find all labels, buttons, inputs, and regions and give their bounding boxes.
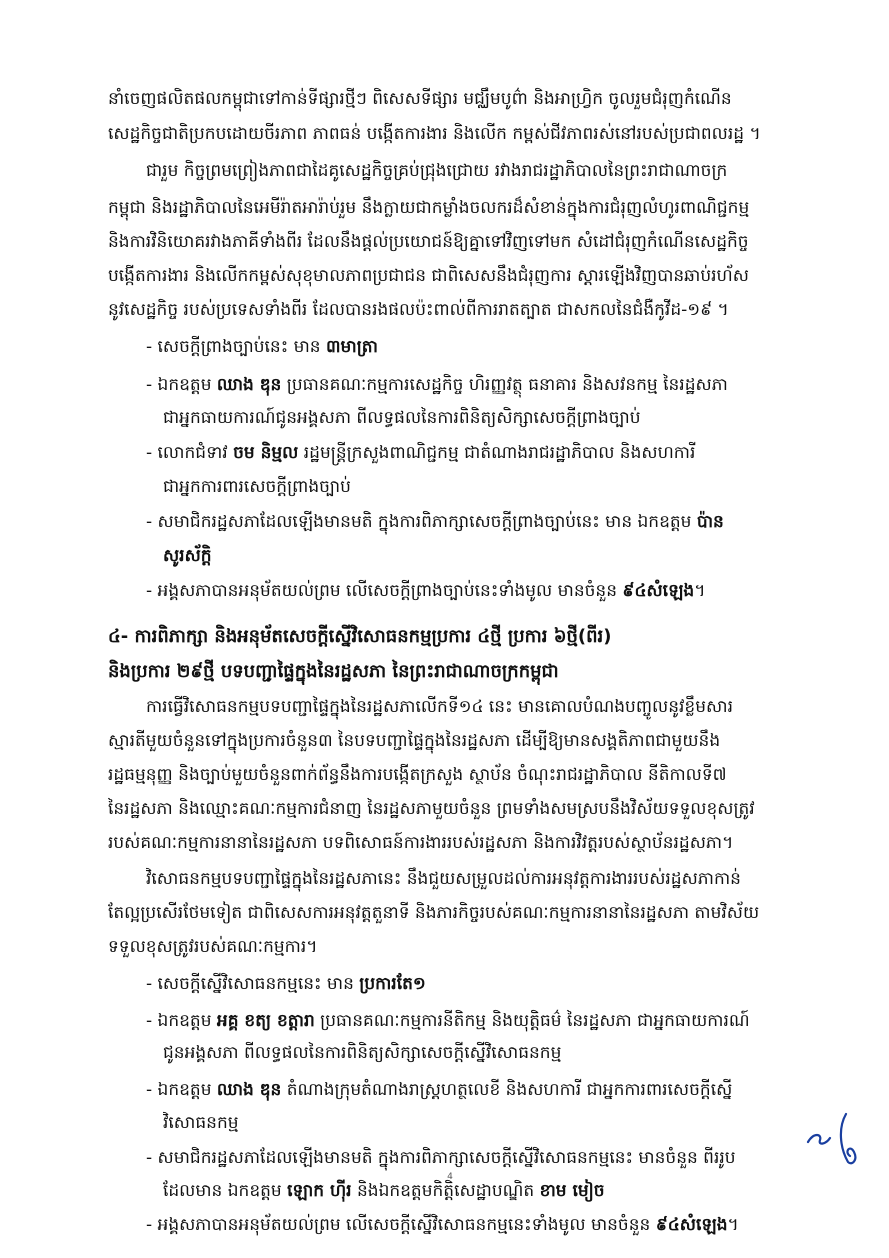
bullet-speakers: - សមាជិករដ្ឋសភាដែលឡើងមានមតិ ក្នុងការពិភាក្សាសេចក្តីព្រាងច្បាប់នេះ មាន ឯកឧត្តម ប៉ាន	[146, 512, 724, 532]
bullet-defender: - ឯកឧត្តម ឈាង ឌុន តំណាងក្រុមតំណាងរាស្ត្រហត្ថលេខី និងសហការី ជាអ្នកការពារសេចក្តីស្នើ	[146, 1080, 733, 1100]
paragraph-line: នូវសេដ្ឋកិច្ច របស់ប្រទេសទាំងពីរ ដែលបានរងផលប៉ះពាល់ពីការរាតត្បាត ជាសកលនៃជំងឺកូវីដ-១៩ ។	[108, 300, 729, 320]
bullet-rapporteur: - ឯកឧត្តម អគ្គ ខត្យ ខត្តារា ប្រធានគណៈកម្មការនីតិកម្ម និងយុត្តិធម៌ នៃរដ្ឋសភា ជាអ្នកធាយការណ៍	[146, 1011, 750, 1031]
paragraph-line: ទទួលខុសត្រូវរបស់គណៈកម្មការ។	[108, 937, 318, 957]
paragraph-line: ស្មារតីមួយចំនួនទៅក្នុងប្រការចំនួន៣ នៃបទបញ្ជាផ្ទៃក្នុងនៃរដ្ឋសភា ដើម្បីឱ្យមានសង្គតិភាពជាមួយនឹង	[108, 731, 721, 751]
paragraph-line: តែល្អប្រសើរថែមទៀត ជាពិសេសការអនុវត្តតួនាទី និងភារកិច្ចរបស់គណៈកម្មការនានានៃរដ្ឋសភា តាមវិស័យ	[108, 903, 760, 923]
bullet-continuation: ដែលមាន ឯកឧត្តម ឡោក ហ៊ីរ និងឯកឧត្តមកិត្តិសេដ្ឋាបណ្ឌិត ខាម មៀច	[163, 1181, 605, 1201]
paragraph-line: វិសោធនកម្មបទបញ្ជាផ្ទៃក្នុងនៃរដ្ឋសភានេះ នឹងជួយសម្រួលដល់ការអនុវត្តការងាររបស់រដ្ឋសភាកាន់	[146, 869, 741, 889]
initials-signature-icon	[804, 1108, 866, 1170]
paragraph-line: ការធ្វើវិសោធនកម្មបទបញ្ជាផ្ទៃក្នុងនៃរដ្ឋសភាលើកទី១៤ នេះ មានគោលបំណងបញ្ចូលនូវខ្លឹមសារ	[146, 697, 733, 717]
bullet-continuation: ជាអ្នកការពារសេចក្តីព្រាងច្បាប់	[163, 477, 351, 497]
bullet-government-rep: - លោកជំទាវ ចម និម្មល រដ្ឋមន្ត្រីក្រសួងពាណិជ្ជកម្ម ជាតំណាងរាជរដ្ឋាភិបាល និងសហការី	[146, 443, 696, 463]
bullet-continuation: វិសោធនកម្ម	[163, 1113, 239, 1133]
bullet-vote-result: - អង្គសភាបានអនុម័តយល់ព្រម លើសេចក្តីស្នើវិសោធនកម្មនេះទាំងមូល មានចំនួន ៩៤សំឡេង។	[146, 1215, 739, 1235]
paragraph-line: និងការវិនិយោគរវាងភាគីទាំងពីរ ដែលនឹងផ្តល់ប្រយោជន៍ឱ្យគ្នាទៅវិញទៅមក សំដៅជំរុញកំណើនសេដ្ឋកិច្ច	[108, 232, 749, 252]
section-heading: និងប្រការ ២៩ថ្មី បទបញ្ជាផ្ទៃក្នុងនៃរដ្ឋសភា នៃព្រះរាជាណាចក្រកម្ពុជា	[108, 661, 559, 682]
paragraph-line: រដ្ឋធម្មនុញ្ញ និងច្បាប់មួយចំនួនពាក់ព័ន្ធនឹងការបង្កើតក្រសួង ស្ថាប័ន ចំណុះរាជរដ្ឋាភិបាល នីតិកាលទី៧	[108, 765, 727, 785]
paragraph-line: របស់គណៈកម្មការនានានៃរដ្ឋសភា បទពិសោធន៍ការងាររបស់រដ្ឋសភា និងការវិវត្តរបស់ស្ថាប័នរដ្ឋសភា។	[108, 833, 734, 853]
bullet-continuation: សូរស័ក្តិ	[163, 546, 212, 566]
bullet-article-count: - សេចក្តីស្នើវិសោធនកម្មនេះ មាន ប្រការតែ១	[146, 974, 426, 994]
bullet-continuation: ជាអ្នកធាយការណ៍ជូនអង្គសភា ពីលទ្ធផលនៃការពិនិត្យសិក្សាសេចក្តីព្រាងច្បាប់	[163, 408, 641, 428]
bullet-article-count: - សេចក្តីព្រាងច្បាប់នេះ មាន ៣មាត្រា	[146, 337, 378, 357]
bullet-vote-result: - អង្គសភាបានអនុម័តយល់ព្រម លើសេចក្តីព្រាងច្បាប់នេះទាំងមូល មានចំនួន ៩៤សំឡេង។	[146, 581, 706, 601]
paragraph-line: នៃរដ្ឋសភា និងឈ្មោះគណៈកម្មការជំនាញ នៃរដ្ឋសភាមួយចំនួន ព្រមទាំងសមស្របនឹងវិស័យទទួលខុសត្រូវ	[108, 799, 755, 819]
paragraph-line: សេដ្ឋកិច្ចជាតិប្រកបដោយចីរភាព ភាពធន់ បង្កើតការងារ និងលើក កម្ពស់ជីវភាពរស់នៅរបស់ប្រជាពលរដ្ឋ ។	[108, 124, 761, 144]
paragraph-line: នាំចេញផលិតផលកម្ពុជាទៅកាន់ទីផ្សារថ្មីៗ ពិសេសទីផ្សារ មជ្ឈឹមបូព៌ា និងអាហ្វ្រិក ចូលរួមជំរុញកំណើន	[108, 89, 732, 109]
page-number: 4	[447, 1172, 453, 1182]
paragraph-line: ជារួម កិច្ចព្រមព្រៀងភាពជាដៃគូសេដ្ឋកិច្ចគ្រប់ជ្រុងជ្រោយ រវាងរាជរដ្ឋាភិបាលនៃព្រះរាជាណាចក្រ	[146, 161, 728, 181]
bullet-speakers: - សមាជិករដ្ឋសភាដែលឡើងមានមតិ ក្នុងការពិភាក្សាសេចក្តីស្នើវិសោធនកម្មនេះ មានចំនួន ពីររូប	[146, 1148, 736, 1168]
paragraph-line: បង្កើតការងារ និងលើកកម្ពស់សុខុមាលភាពប្រជាជន ជាពិសេសនឹងជំរុញការ ស្តារឡើងវិញបានឆាប់រហ័ស	[108, 266, 749, 286]
bullet-rapporteur: - ឯកឧត្តម ឈាង ឌុន ប្រធានគណៈកម្មការសេដ្ឋកិច្ច ហិរញ្ញវត្ថុ ធនាគារ និងសវនកម្ម នៃរដ្ឋសភា	[146, 375, 728, 395]
paragraph-line: កម្ពុជា និងរដ្ឋាភិបាលនៃអេមីរ៉ាតអារ៉ាប់រួម នឹងក្លាយជាកម្លាំងចលករដ៏សំខាន់ក្នុងការជំរុញលំហូរពាណិជ្ជកម្ម	[108, 198, 750, 218]
bullet-continuation: ជូនអង្គសភា ពីលទ្ធផលនៃការពិនិត្យសិក្សាសេចក្តីស្នើវិសោធនកម្ម	[163, 1043, 562, 1063]
section-heading: ៤- ការពិភាក្សា និងអនុម័តសេចក្តីស្នើវិសោធនកម្មប្រការ ៤ថ្មី ប្រការ ៦ថ្មី(ពីរ)	[108, 626, 612, 647]
